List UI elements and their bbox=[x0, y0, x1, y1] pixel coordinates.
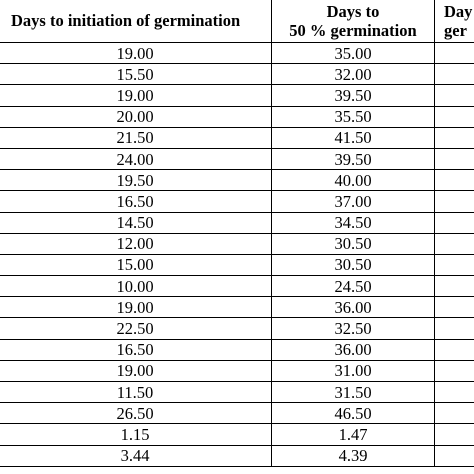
table-row bbox=[0, 403, 474, 424]
table-cell: 12.00 bbox=[0, 233, 272, 254]
table-row bbox=[0, 148, 474, 169]
table-cell: 24.00 bbox=[0, 148, 272, 169]
table-cell bbox=[435, 276, 474, 297]
table-cell bbox=[435, 148, 474, 169]
table-cell: 1.47 bbox=[272, 424, 435, 445]
table-cell: 41.50 bbox=[272, 127, 435, 148]
table-cell bbox=[435, 233, 474, 254]
table-row bbox=[0, 424, 474, 445]
table-cell: 20.00 bbox=[0, 106, 272, 127]
table-cell: 19.00 bbox=[0, 360, 272, 381]
table-cell: 16.50 bbox=[0, 191, 272, 212]
table-row bbox=[0, 339, 474, 360]
table-row bbox=[0, 106, 474, 127]
table-cell bbox=[435, 191, 474, 212]
table-row bbox=[0, 254, 474, 275]
table-cell: 16.50 bbox=[0, 339, 272, 360]
table-cell: 31.00 bbox=[272, 360, 435, 381]
table-row bbox=[0, 64, 474, 85]
table-body bbox=[0, 43, 474, 467]
table-cell: 35.00 bbox=[272, 43, 435, 64]
table-cell: 34.50 bbox=[272, 212, 435, 233]
table-cell: 24.50 bbox=[272, 276, 435, 297]
header-initiation-days: Days to initiation of germination bbox=[0, 0, 272, 43]
table-cell bbox=[435, 43, 474, 64]
table-cell: 19.00 bbox=[0, 85, 272, 106]
table-cell: 31.50 bbox=[272, 382, 435, 403]
table-cell: 10.00 bbox=[0, 276, 272, 297]
table-cell: 32.50 bbox=[272, 318, 435, 339]
table-cell: 46.50 bbox=[272, 403, 435, 424]
table-cell bbox=[435, 382, 474, 403]
table-row bbox=[0, 212, 474, 233]
table-cell: 11.50 bbox=[0, 382, 272, 403]
table-row bbox=[0, 170, 474, 191]
table-row bbox=[0, 360, 474, 381]
table-cell bbox=[435, 339, 474, 360]
table-cell bbox=[435, 212, 474, 233]
table-cell: 35.50 bbox=[272, 106, 435, 127]
table-cell: 40.00 bbox=[272, 170, 435, 191]
table-cell bbox=[435, 64, 474, 85]
table-cell: 4.39 bbox=[272, 445, 435, 466]
table-cell: 32.00 bbox=[272, 64, 435, 85]
table-cell: 30.50 bbox=[272, 254, 435, 275]
table-cell: 39.50 bbox=[272, 148, 435, 169]
header-fifty-percent-days: Days to 50 % germination bbox=[272, 0, 435, 43]
table-row bbox=[0, 318, 474, 339]
table-cell: 19.50 bbox=[0, 170, 272, 191]
table-cell: 19.00 bbox=[0, 297, 272, 318]
table-cell bbox=[435, 170, 474, 191]
table-cell bbox=[435, 445, 474, 466]
table-row bbox=[0, 191, 474, 212]
table-cell: 36.00 bbox=[272, 297, 435, 318]
table-cell: 1.15 bbox=[0, 424, 272, 445]
table-row bbox=[0, 297, 474, 318]
table-cell bbox=[435, 106, 474, 127]
table-cell: 14.50 bbox=[0, 212, 272, 233]
table-cell: 15.00 bbox=[0, 254, 272, 275]
table-cell: 19.00 bbox=[0, 43, 272, 64]
table-cell bbox=[435, 360, 474, 381]
table-cell: 26.50 bbox=[0, 403, 272, 424]
table-cell bbox=[435, 424, 474, 445]
table-cell bbox=[435, 403, 474, 424]
table-cell bbox=[435, 254, 474, 275]
header-truncated-column: Day ger bbox=[435, 0, 474, 43]
table-cell: 15.50 bbox=[0, 64, 272, 85]
header-row bbox=[0, 0, 474, 43]
table-cell bbox=[435, 318, 474, 339]
table-cell bbox=[435, 127, 474, 148]
table-cell: 37.00 bbox=[272, 191, 435, 212]
table-row bbox=[0, 382, 474, 403]
table-row bbox=[0, 445, 474, 466]
table-cell: 36.00 bbox=[272, 339, 435, 360]
table-cell bbox=[435, 85, 474, 106]
table-cell: 30.50 bbox=[272, 233, 435, 254]
table-row bbox=[0, 233, 474, 254]
table-row bbox=[0, 127, 474, 148]
table-cell: 22.50 bbox=[0, 318, 272, 339]
table-cell bbox=[435, 297, 474, 318]
table-cell: 21.50 bbox=[0, 127, 272, 148]
table-row bbox=[0, 85, 474, 106]
table-row bbox=[0, 276, 474, 297]
table-cell: 39.50 bbox=[272, 85, 435, 106]
table-cell: 3.44 bbox=[0, 445, 272, 466]
table-row bbox=[0, 43, 474, 64]
